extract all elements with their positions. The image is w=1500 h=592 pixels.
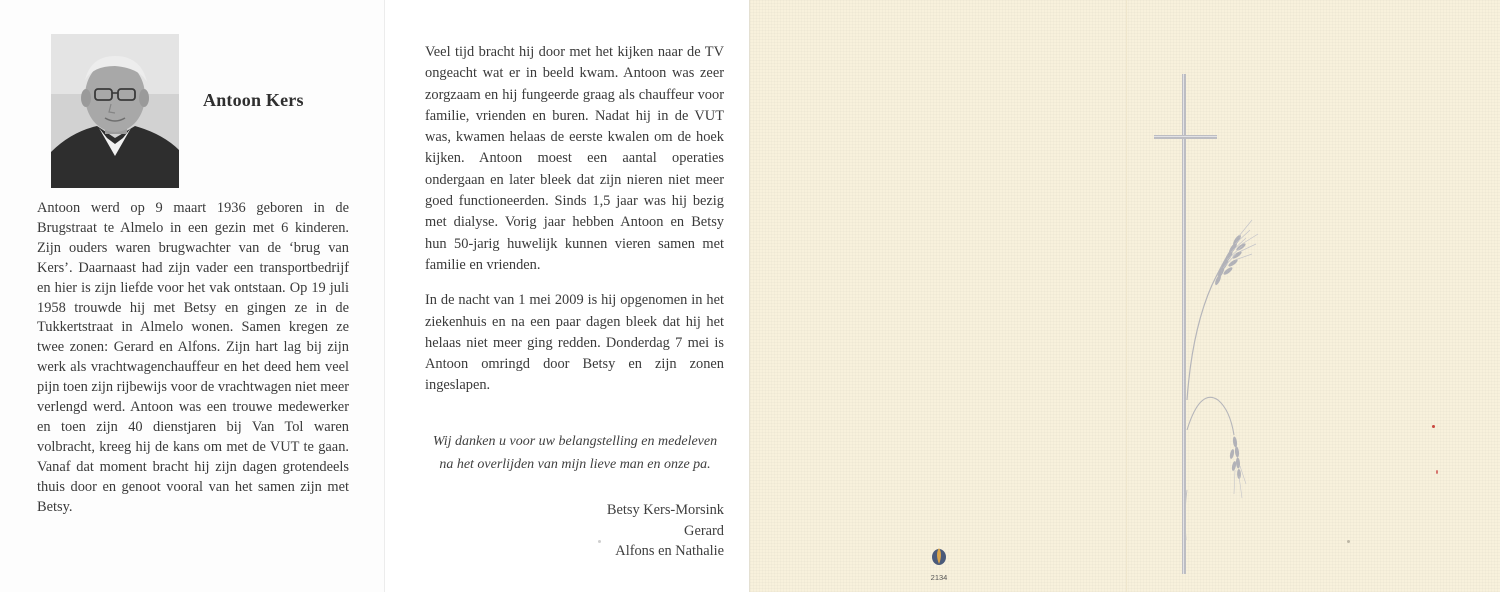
signature-line: Gerard: [684, 522, 724, 539]
thank-you-line-1: Wij danken u voor uw belangstelling en medeleven: [432, 434, 718, 449]
deceased-name: Antoon Kers: [203, 90, 304, 110]
signature-line: Betsy Kers-Morsink: [606, 502, 724, 518]
fold-line: [749, 0, 750, 592]
signature-block: [560, 500, 724, 562]
printer-logo-icon: [931, 546, 947, 566]
fold-line: [384, 0, 385, 592]
cross-with-wheat-drawing: [1140, 70, 1280, 580]
fold-line: [1126, 0, 1127, 592]
signature-line: Alfons en Nathalie: [615, 543, 724, 559]
biography-paragraph: Antoon werd op 9 maart 1936 geboren in de Brugstraat te Almelo in een gezin met 6 kinderen. Zijn ouders waren brugwachter van de ‘brug van Kers’. Daarnaast had zijn vader een transportbedrijf en hier is zijn liefde voor het vak ontstaan. Op 19 juli 1958 trouwde hij met Betsy en gingen ze in de Tukkertstraat in Almelo wonen. Samen kregen ze twee zonen: Gerard en Alfons. Zijn hart lag bij zijn werk als vrachtwagenchauffeur en het deed hem veel pijn toen zijn rijbewijs voor de vrachtwagen niet meer verlengd werd. Antoon was een trouwe medewerker en toen zijn 40 dienstjaren bij Van Tol waren volbracht, kreeg hij de kans om met de VUT te gaan. Vanaf dat moment bracht hij zijn dagen grotendeels thuis door en genoot vooral van het samen zijn met Betsy.: [37, 200, 349, 515]
biography-continued: [425, 42, 724, 411]
paper-speck: [598, 540, 601, 543]
paper-speck: [1432, 425, 1435, 428]
portrait-illustration: [51, 34, 179, 188]
paper-speck: [1347, 540, 1350, 543]
cover-panel: [750, 0, 1500, 592]
paper-speck: [1436, 470, 1438, 474]
printer-logo: [926, 546, 952, 582]
cross-with-wheat-icon: [1140, 70, 1280, 585]
printer-number: 2134: [930, 573, 948, 582]
thank-you-note: [412, 430, 738, 476]
portrait-photo: [51, 34, 179, 188]
thank-you-line-2: na het overlijden van mijn lieve man en onze pa.: [439, 457, 711, 472]
paragraph-life: Veel tijd bracht hij door met het kijken naar de TV ongeacht wat er in beeld kwam. Antoon was zeer zorgzaam en hij fungeerde graag als chauffeur voor familie, vrienden en buren. Nadat hij in de VUT was, kwamen helaas de eerste kwalen om de hoek kijken. Antoon moest een aantal operaties ondergaan en later bleek dat zijn nieren niet meer goed functioneerden. Sinds 1,5 jaar was hij bezig met dialyse. Vorig jaar hebben Antoon en Betsy hun 50-jarig huwelijk kunnen vieren samen met familie en vrienden.: [425, 44, 724, 273]
paragraph-passing: In de nacht van 1 mei 2009 is hij opgenomen in het ziekenhuis en na een paar dagen bleek dat hij het helaas niet meer ging redden. Donderdag 7 mei is Antoon omringd door Betsy en zijn zonen ingeslapen.: [425, 292, 724, 394]
